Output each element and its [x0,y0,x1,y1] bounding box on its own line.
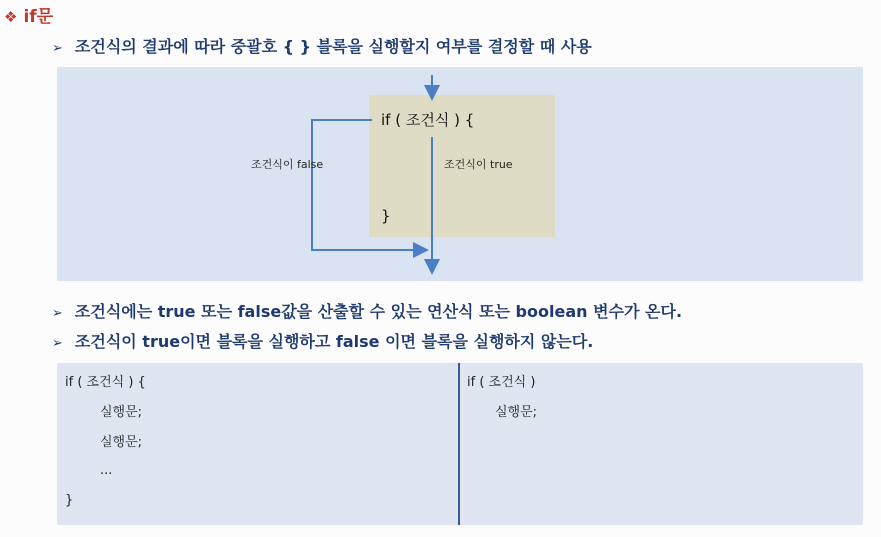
if-flow-diagram [57,67,863,281]
true-label: 조건식이 true [444,158,513,171]
code-left-line-2: 실행문; [100,405,143,420]
false-label: 조건식이 false [251,158,324,171]
diamond-bullet-icon: ❖ [4,8,18,26]
bullet-line-3 [52,329,593,352]
code-left-line-3: 실행문; [100,435,143,450]
code-left-line-5: } [65,493,74,508]
arrow-bullet-icon: ➢ [52,41,63,56]
code-right-line-1: if ( 조건식 ) [467,375,536,390]
code-left-line-4: ... [100,463,113,478]
arrow-bullet-icon: ➢ [52,306,63,321]
code-divider [458,363,460,525]
if-header-text: if ( 조건식 ) { [381,111,475,129]
section-title-text: if문 [23,7,54,27]
if-close-brace: } [381,207,391,225]
false-path-arrow [312,120,425,250]
flow-arrows [57,67,863,281]
code-left-line-1: if ( 조건식 ) { [65,375,146,390]
arrow-bullet-icon: ➢ [52,336,63,351]
bullet-line-1 [52,34,592,57]
code-right-line-2: 실행문; [495,405,538,420]
bullet-line-2 [52,299,682,322]
bullet-text-3: 조건식이 true이면 블록을 실행하고 false 이면 블록을 실행하지 않는다. [74,332,594,351]
section-title [4,2,53,27]
bullet-text-1: 조건식의 결과에 따라 중괄호 { } 블록을 실행할지 여부를 결정할 때 사용 [74,37,592,56]
bullet-text-2: 조건식에는 true 또는 false값을 산출할 수 있는 연산식 또는 boolean 변수가 온다. [74,302,683,321]
code-examples [57,363,863,525]
